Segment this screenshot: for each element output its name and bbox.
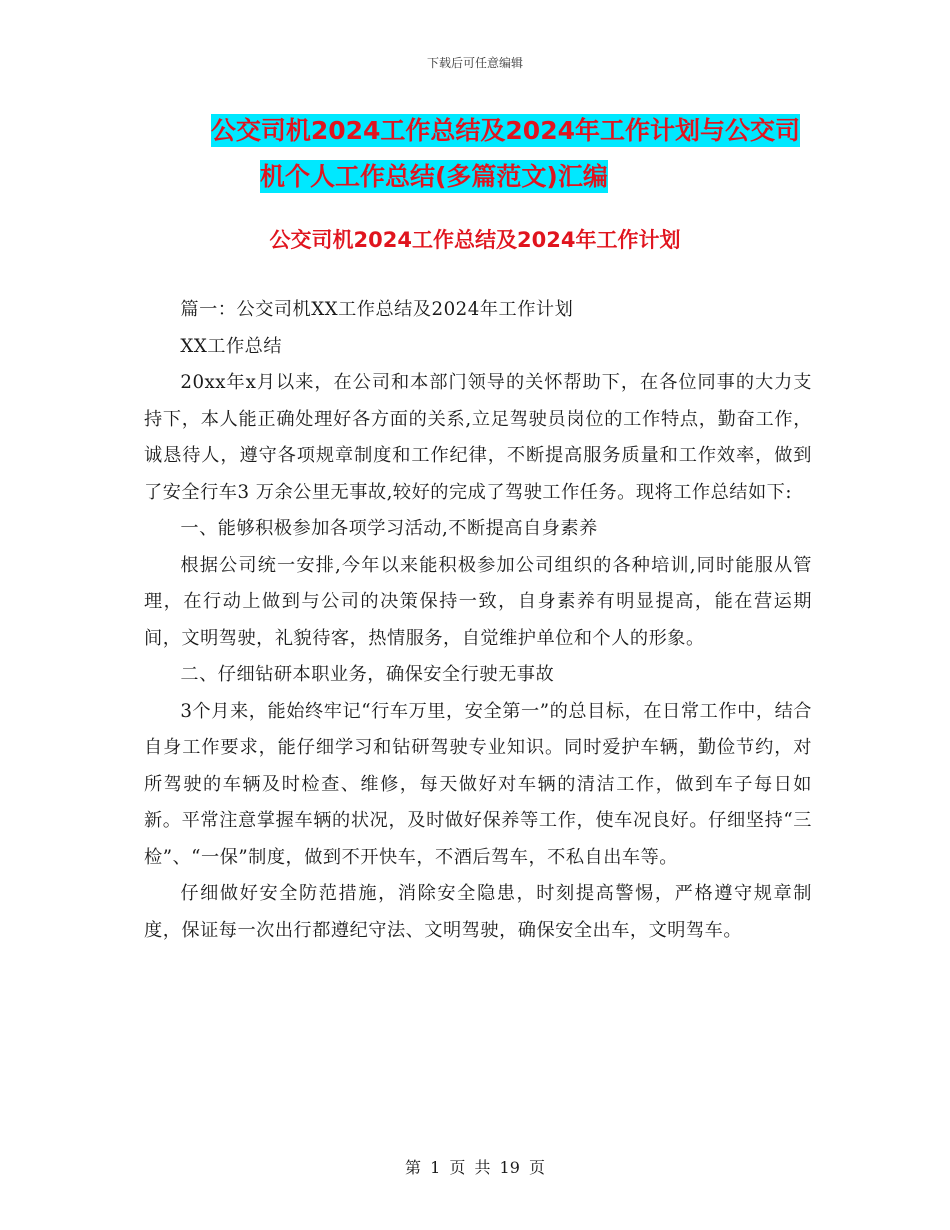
title-line-2-text: 机个人工作总结(多篇范文)汇编 bbox=[260, 162, 608, 191]
section-title: 公交司机2024工作总结及2024年工作计划 bbox=[269, 228, 681, 252]
page-header-note: 下载后可任意编辑 bbox=[426, 56, 523, 70]
page-footer: 第 1 页 共 19 页 bbox=[405, 1158, 545, 1177]
title-line-2 bbox=[150, 154, 810, 200]
paragraph-chapter-heading: 篇一：公交司机XX工作总结及2024年工作计划 bbox=[180, 299, 574, 320]
paragraph-point-2-heading: 二、仔细钻研本职业务，确保安全行驶无事故 bbox=[180, 664, 555, 685]
paragraph-point-1-body: 根据公司统一安排,今年以来能积极参加公司组织的各种培训,同时能服从管理，在行动上做到与公司的决策保持一致，自身素养有明显提高，能在营运期间，文明驾驶，礼貌待客，热情服务，自觉维护单位和个人的形象。 bbox=[144, 554, 812, 649]
paragraph-safety: 仔细做好安全防范措施，消除安全隐患，时刻提高警惕，严格遵守规章制度，保证每一次出行都遵纪守法、文明驾驶，确保安全出车，文明驾车。 bbox=[144, 883, 812, 941]
paragraph-point-1-heading: 一、能够积极参加各项学习活动,不断提高自身素养 bbox=[180, 518, 598, 539]
document-title bbox=[150, 108, 810, 200]
title-line-1 bbox=[150, 108, 810, 154]
title-line-1-text: 公交司机2024工作总结及2024年工作计划与公交司 bbox=[210, 116, 800, 145]
document-body bbox=[144, 292, 812, 949]
paragraph-intro: 20xx年x月以来，在公司和本部门领导的关怀帮助下，在各位同事的大力支持下，本人能正确处理好各方面的关系,立足驾驶员岗位的工作特点，勤奋工作，诚恳待人，遵守各项规章制度和工作纪律，不断提高服务质量和工作效率，做到了安全行车3 万余公里无事故,较好的完成了驾驶工作任务。现将工作总结如下: bbox=[144, 372, 812, 503]
paragraph-summary-heading: XX工作总结 bbox=[180, 335, 283, 357]
paragraph-point-2-body: 3个月来，能始终牢记“行车万里，安全第一”的总目标，在日常工作中，结合自身工作要求，能仔细学习和钻研驾驶专业知识。同时爱护车辆，勤俭节约，对所驾驶的车辆及时检查、维修，每天做好对车辆的清洁工作，做到车子每日如新。平常注意掌握车辆的状况，及时做好保养等工作，使车况良好。仔细坚持“三检”、“一保”制度，做到不开快车，不酒后驾车，不私自出车等。 bbox=[144, 700, 812, 868]
